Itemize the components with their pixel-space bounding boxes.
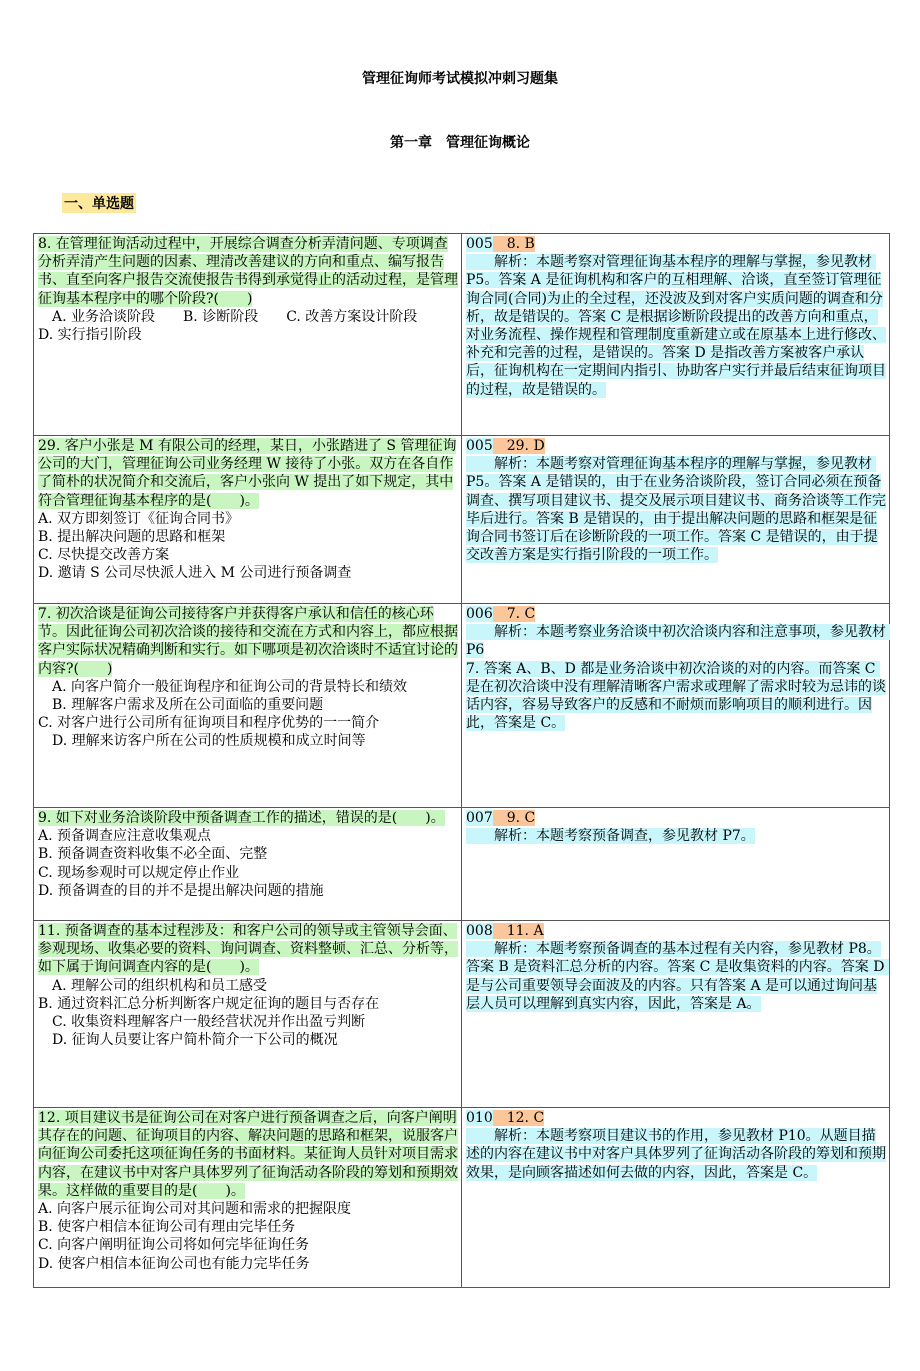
question-text: 7. 初次洽谈是征询公司接待客户并获得客户承认和信任的核心环节。因此征询公司初次洽谈的接待和交流在方式和内容上，都应根据客户实际状况精确判断和实行。如下哪项是初次洽谈时不适宜讨论的内容?( ) xyxy=(38,606,458,677)
page-code: 005 xyxy=(466,236,493,252)
question-text: 8. 在管理征询活动过程中，开展综合调查分析弄清问题、专项调查分析弄清产生问题的因素、理清改善建议的方向和重点、编写报告书、直至向客户报告交流使报告书得到承觉得止的活动过程，是管理征询基本程序中的哪个阶段?( ) xyxy=(38,236,458,307)
answer-header xyxy=(466,922,886,940)
answer-key: 7. C xyxy=(492,606,536,622)
analysis-text: 解析：本题考察对管理征询基本程序的理解与掌握，参见教材 P5。答案 A 是征询机构和客户的互相理解、洽谈，直至签订管理征询合同(合同)为止的全过程，还没波及到对客户实质问题的调查和分析，故是错误的。答案 C 是根据诊断阶段提出的改善方向和重点，对业务流程、操作规程和管理制度重新建立或在原基本上进行修改、补充和完善的过程，是错误的。答案 D 是指改善方案被客户承认后，征询机构在一定期间内指引、协助客户实行并最后结束征询项目的过程，故是错误的。 xyxy=(466,254,886,398)
option-text: A. 向客户展示征询公司对其问题和需求的把握限度 xyxy=(38,1201,352,1218)
analysis-text: 解析：本题考察项目建议书的作用，参见教材 P10。从题目描述的内容在建议书中对客户具体罗列了征询活动各阶段的筹划和预期效果，是向顾客描述如何去做的内容，因此，答案是 C。 xyxy=(466,1128,886,1181)
answer-header xyxy=(466,437,886,455)
question-text: 12. 项目建议书是征询公司在对客户进行预备调查之后，向客户阐明其存在的问题、征询项目的内容、解决问题的思路和框架，说服客户向征询公司委托这项征询任务的书面材料。某征询人员针对项目需求内容，在建议书中对客户具体罗列了征询活动各阶段的筹划和预期效果。这样做的重要目的是( )。 xyxy=(38,1110,458,1199)
answer-header xyxy=(466,1109,886,1127)
option-text: C. 尽快提交改善方案 xyxy=(38,547,170,564)
option-text: C. 向客户阐明征询公司将如何完毕征询任务 xyxy=(38,1237,310,1254)
document-title: 管理征询师考试模拟冲刺习题集 xyxy=(362,71,558,87)
question-cell xyxy=(34,808,462,921)
question-text: 9. 如下对业务洽谈阶段中预备调查工作的描述，错误的是( )。 xyxy=(38,810,445,826)
question-table xyxy=(33,233,890,1288)
analysis-text: 解析：本题考察预备调查，参见教材 P7。 xyxy=(466,828,755,845)
section-heading: 一、单选题 xyxy=(62,193,136,213)
page-code: 007 xyxy=(466,810,493,826)
answer-key: 29. D xyxy=(492,438,545,454)
option-text: A. 业务洽谈阶段 B. 诊断阶段 C. 改善方案设计阶段 D. 实行指引阶段 xyxy=(38,308,446,344)
analysis-text: 解析：本题考察对管理征询基本程序的理解与掌握，参见教材 P5。答案 A 是错误的，由于在业务洽谈阶段，签订合同必须在预备调查、撰写项目建议书、提交及展示项目建议书、商务洽谈等工作完毕后进行。答案 B 是错误的，由于提出解决问题的思路和框架是征询合同书签订后在诊断阶段的一项工作。答案 C 是错误的，由于提交改善方案是实行指引阶段的一项工作。 xyxy=(466,456,886,564)
option-text: A. 预备调查应注意收集观点 xyxy=(38,828,212,845)
question-cell xyxy=(34,1108,462,1288)
option-text: A. 理解公司的组织机构和员工感受 xyxy=(38,977,268,994)
question-cell xyxy=(34,921,462,1108)
table-row xyxy=(34,921,890,1108)
table-row xyxy=(34,234,890,436)
page-code: 008 xyxy=(466,923,493,939)
question-cell xyxy=(34,436,462,604)
answer-header xyxy=(466,809,886,827)
answer-header xyxy=(466,235,886,253)
option-text: D. 预备调查的目的并不是提出解决问题的措施 xyxy=(38,882,324,899)
analysis-cell xyxy=(462,436,890,604)
analysis-text: 解析：本题考察预备调查的基本过程有关内容，参见教材 P8。答案 B 是资料汇总分析的内容。答案 C 是收集资料的内容。答案 D 是与公司重要领导会面波及的内容。只有答案 A 是可以通过询问基层人员可以理解到真实内容，因此，答案是 A。 xyxy=(466,941,889,1012)
option-text: D. 理解来访客户所在公司的性质规模和成立时间等 xyxy=(38,733,366,750)
answer-header xyxy=(466,605,886,623)
analysis-cell xyxy=(462,604,890,808)
answer-key: 9. C xyxy=(492,810,536,826)
analysis-cell xyxy=(462,234,890,436)
analysis-cell xyxy=(462,1108,890,1288)
answer-key: 8. B xyxy=(492,236,535,252)
question-text: 11. 预备调查的基本过程涉及：和客户公司的领导或主管领导会面、参观现场、收集必要的资料、询问调查、资料整顿、汇总、分析等，如下属于询问调查内容的是( )。 xyxy=(38,923,458,976)
answer-key: 11. A xyxy=(492,923,544,939)
option-text: B. 理解客户需求及所在公司面临的重要问题 xyxy=(38,697,324,714)
option-text: B. 提出解决问题的思路和框架 xyxy=(38,529,226,546)
table-row xyxy=(34,808,890,921)
option-text: C. 收集资料理解客户一般经营状况并作出盈亏判断 xyxy=(38,1014,366,1031)
answer-key: 12. C xyxy=(492,1110,545,1126)
option-text: D. 征询人员要让客户简朴简介一下公司的概况 xyxy=(38,1032,338,1049)
option-text: B. 使客户相信本征询公司有理由完毕任务 xyxy=(38,1219,296,1236)
option-text: B. 通过资料汇总分析判断客户规定征询的题目与否存在 xyxy=(38,995,380,1012)
option-text: D. 使客户相信本征询公司也有能力完毕任务 xyxy=(38,1255,310,1272)
option-text: D. 邀请 S 公司尽快派人进入 M 公司进行预备调查 xyxy=(38,565,352,582)
table-row xyxy=(34,604,890,808)
table-row xyxy=(34,436,890,604)
question-cell xyxy=(34,604,462,808)
option-text: A. 向客户简介一般征询程序和征询公司的背景特长和绩效 xyxy=(38,678,408,695)
page-code: 006 xyxy=(466,606,493,622)
analysis-text: 解析：本题考察业务洽谈中初次洽谈内容和注意事项，参见教材 P6 7. 答案 A、B、D 都是业务洽谈中初次洽谈的对的内容。而答案 C 是在初次洽谈中没有理解清晰客户需求或理解了需求时较为忌讳的谈话内容，容易导致客户的反感和不耐烦而影响项目的顺利进行。因此，答案是 C。 xyxy=(466,624,890,731)
analysis-cell xyxy=(462,921,890,1108)
page-code: 005 xyxy=(466,438,493,454)
option-text: C. 对客户进行公司所有征询项目和程序优势的一一简介 xyxy=(38,715,380,732)
table-row xyxy=(34,1108,890,1288)
chapter-title: 第一章 管理征询概论 xyxy=(390,135,530,151)
option-text: C. 现场参观时可以规定停止作业 xyxy=(38,864,240,881)
option-text: B. 预备调查资料收集不必全面、完整 xyxy=(38,846,268,863)
option-text: A. 双方即刻签订《征询合同书》 xyxy=(38,510,240,527)
question-cell xyxy=(34,234,462,436)
analysis-cell xyxy=(462,808,890,921)
question-text: 29. 客户小张是 M 有限公司的经理，某日，小张踏进了 S 管理征询公司的大门，管理征询公司业务经理 W 接待了小张。双方在各自作了简朴的状况简介和交流后，客户小张向 W 提出了如下规定，其中符合管理征询基本程序的是( )。 xyxy=(38,438,457,509)
page-code: 010 xyxy=(466,1110,493,1126)
